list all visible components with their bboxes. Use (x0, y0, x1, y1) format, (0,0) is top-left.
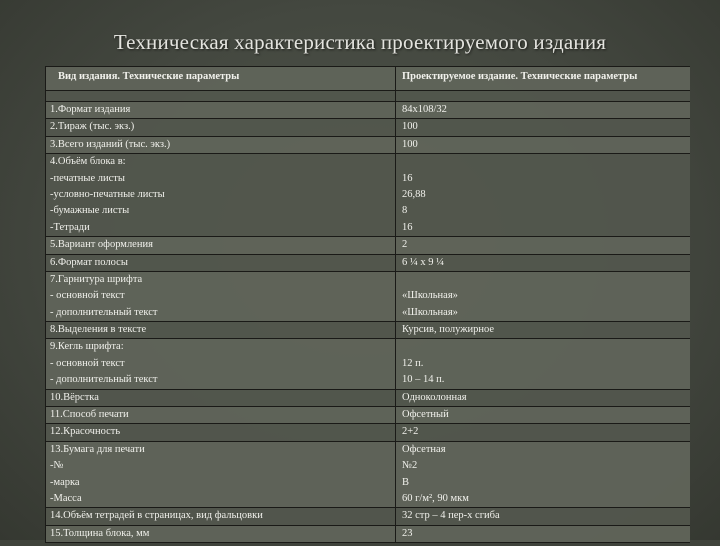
param-value-line: В (402, 476, 410, 488)
param-value-cell (396, 389, 691, 406)
table-row (46, 102, 691, 119)
param-name-cell (46, 237, 396, 254)
param-value-cell (396, 424, 691, 441)
param-value-cell (396, 154, 691, 237)
param-value-line: «Школьная» (402, 290, 458, 302)
param-value-line: 100 (402, 138, 418, 150)
param-value-cell (396, 119, 691, 136)
param-value-cell (396, 102, 691, 119)
param-name-line: 6.Формат полосы (50, 256, 128, 268)
param-value-cell (396, 407, 691, 424)
param-name-line: 3.Всего изданий (тыс. экз.) (50, 138, 171, 150)
param-value-line (402, 339, 690, 355)
param-value-cell (396, 271, 691, 321)
param-value-cell (396, 136, 691, 153)
table-row (46, 237, 691, 254)
table-row (46, 271, 691, 321)
param-value-line: «Школьная» (402, 306, 458, 318)
param-name-line: 14.Объём тетрадей в страницах, вид фальцовки (50, 510, 263, 522)
table-row (46, 441, 691, 508)
param-name-line: 4.Объём блока в: (50, 156, 126, 168)
param-name-cell (46, 271, 396, 321)
param-name-cell (46, 102, 396, 119)
table-spacer-row (46, 91, 691, 102)
table-row (46, 154, 691, 237)
table-row (46, 389, 691, 406)
param-value-line: Одноколонная (402, 391, 467, 403)
table-row (46, 339, 691, 389)
table-row (46, 424, 691, 441)
table-header-row (46, 67, 691, 91)
param-name-line: 10.Вёрстка (50, 391, 99, 403)
param-value-line: 16 (402, 172, 413, 184)
spacer-cell (46, 91, 396, 102)
param-value-line: Курсив, полужирное (402, 324, 495, 336)
header-param-type: Вид издания. Технические параметры (46, 67, 396, 91)
param-value-line: 84х108/32 (402, 104, 447, 115)
param-value-line: 60 г/м², 90 мкм (402, 492, 469, 504)
param-value-cell (396, 254, 691, 271)
param-name-line: - основной текст (50, 290, 125, 302)
param-value-cell (396, 322, 691, 339)
param-name-line: 7.Гарнитура шрифта (50, 273, 143, 285)
param-value-cell (396, 237, 691, 254)
param-name-line: 8.Выделения в тексте (50, 324, 147, 336)
table-row (46, 508, 691, 525)
param-name-line: -печатные листы (50, 172, 125, 184)
param-value-line: 12 п. (402, 357, 424, 369)
param-name-line: -Масса (50, 492, 82, 504)
spec-table (45, 66, 690, 543)
param-value-cell (396, 525, 691, 542)
param-name-line: 15.Толщина блока, мм (50, 527, 150, 539)
param-name-line: 2.Тираж (тыс. экз.) (50, 121, 135, 133)
param-value-line: 26,88 (402, 188, 426, 200)
param-name-cell (46, 322, 396, 339)
param-value-line: 8 (402, 205, 408, 217)
param-name-line: - дополнительный текст (50, 374, 158, 386)
param-name-line: 5.Вариант оформления (50, 239, 153, 251)
param-value-line: 100 (402, 121, 418, 133)
param-value-line: 16 (402, 221, 413, 233)
param-name-line: -Тетради (50, 221, 90, 233)
table-row (46, 136, 691, 153)
param-value-line (402, 272, 690, 288)
spacer-cell (396, 91, 691, 102)
param-name-cell (46, 424, 396, 441)
param-name-cell (46, 254, 396, 271)
param-name-line: 9.Кегль шрифта: (50, 341, 124, 353)
param-name-cell (46, 407, 396, 424)
param-value-line: Офсетная (402, 443, 446, 455)
param-value-cell (396, 339, 691, 389)
param-name-cell (46, 154, 396, 237)
param-name-line: - дополнительный текст (50, 306, 158, 318)
param-value-line: 6 ¼ х 9 ¼ (402, 256, 444, 268)
param-name-cell (46, 136, 396, 153)
table-row (46, 254, 691, 271)
param-name-line: -марка (50, 476, 80, 488)
table-row (46, 407, 691, 424)
header-param-value: Проектируемое издание. Технические параметры (396, 67, 691, 91)
param-value-line (402, 154, 690, 170)
slide-title: Техническая характеристика проектируемого издания (113, 30, 607, 54)
table-body (46, 91, 691, 543)
param-name-cell (46, 441, 396, 508)
param-value-line: 2+2 (402, 426, 419, 438)
param-name-line: 11.Способ печати (50, 409, 129, 421)
param-name-cell (46, 508, 396, 525)
param-name-line: -№ (50, 460, 64, 472)
table-row (46, 119, 691, 136)
table-row (46, 525, 691, 542)
param-name-line: -условно-печатные листы (50, 188, 165, 200)
param-name-line: 12.Красочность (50, 426, 121, 438)
spec-table-container (45, 66, 690, 546)
param-value-cell (396, 441, 691, 508)
param-value-line: 2 (402, 239, 408, 251)
param-name-line: -бумажные листы (50, 205, 130, 217)
table-row (46, 322, 691, 339)
param-name-line: 1.Формат издания (50, 104, 131, 115)
param-name-cell (46, 389, 396, 406)
param-name-line: - основной текст (50, 357, 125, 369)
param-value-line: 32 стр – 4 пер-х сгиба (402, 510, 500, 522)
param-name-cell (46, 339, 396, 389)
param-value-cell (396, 508, 691, 525)
param-value-line: 10 – 14 п. (402, 374, 445, 386)
param-value-line: №2 (402, 460, 418, 472)
param-name-cell (46, 525, 396, 542)
param-name-line: 13.Бумага для печати (50, 443, 145, 455)
param-value-line: 23 (402, 527, 413, 539)
param-name-cell (46, 119, 396, 136)
param-value-line: Офсетный (402, 409, 449, 421)
